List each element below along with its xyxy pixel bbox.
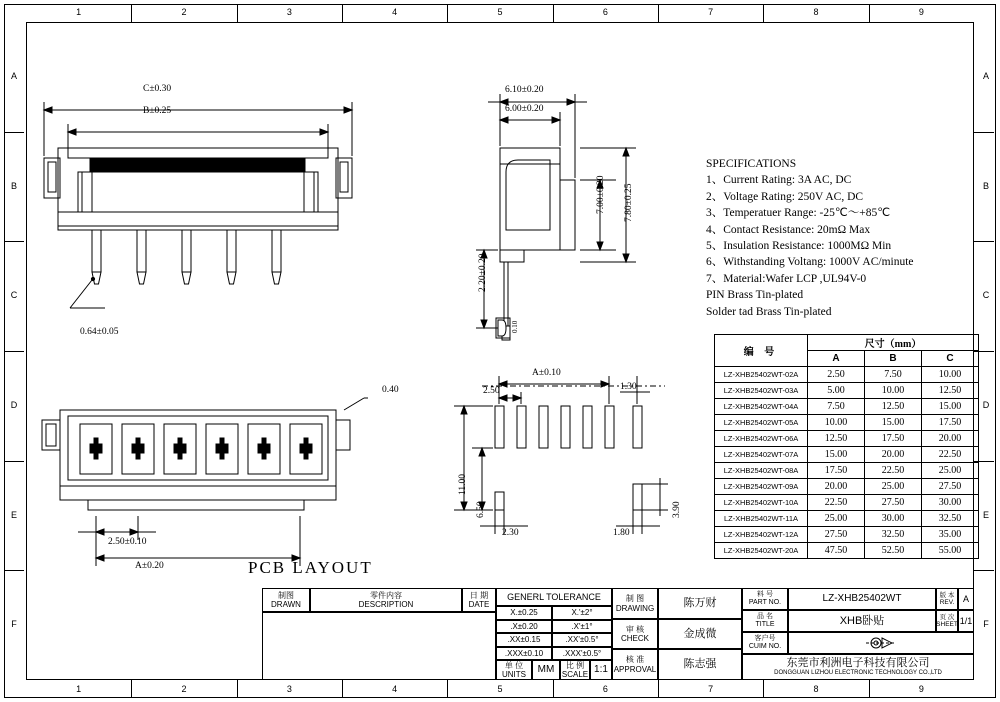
table-row xyxy=(715,511,979,527)
tb-scale-en: SCALE xyxy=(561,670,589,679)
tb-rev-value xyxy=(958,588,974,610)
specifications-block xyxy=(706,156,914,320)
zone-row-D-right: D xyxy=(982,399,990,410)
table-row xyxy=(715,527,979,543)
table-cell-b: 17.50 xyxy=(865,431,922,447)
tb-tol-left: .XXX±0.10 xyxy=(496,647,552,661)
tb-approval-en: APPROVAL xyxy=(613,664,657,674)
table-cell-b: 15.00 xyxy=(865,415,922,431)
zone-row-F-right: F xyxy=(983,619,989,630)
table-cell-b: 12.50 xyxy=(865,399,922,415)
zone-row-B-right: B xyxy=(982,180,989,191)
zone-tick xyxy=(342,4,343,22)
table-cell-c: 10.00 xyxy=(922,367,979,383)
table-cell-b: 32.50 xyxy=(865,527,922,543)
zone-col-3-bot: 3 xyxy=(286,684,292,694)
tb-drawing-cn: 制 图 xyxy=(625,594,645,604)
pcb-dim-650: 6.50 xyxy=(476,501,486,518)
zone-col-5-bot: 5 xyxy=(497,684,503,694)
table-cell-c: 15.00 xyxy=(922,399,979,415)
zone-tick xyxy=(869,680,870,698)
zone-col-4-top: 4 xyxy=(392,7,398,17)
tb-sheet-val: 1/1 xyxy=(959,615,973,626)
tb-scale-cn: 比 例 xyxy=(565,660,585,670)
tb-title xyxy=(742,610,788,632)
table-cell-b: 25.00 xyxy=(865,479,922,495)
zone-tick xyxy=(974,132,994,133)
zone-col-6-top: 6 xyxy=(602,7,608,17)
tb-company-cn: 东莞市利洲电子科技有限公司 xyxy=(786,657,930,670)
tb-drawn-cn: 制图 xyxy=(278,590,294,600)
tb-approval-name xyxy=(658,649,742,680)
tb-units-en: UNITS xyxy=(502,670,526,679)
spec-item: Solder tad Brass Tin-plated xyxy=(706,305,832,318)
zone-tick xyxy=(4,351,24,352)
table-cell-c: 55.00 xyxy=(922,543,979,559)
pcb-layout-drawing xyxy=(420,368,680,558)
zone-tick xyxy=(237,680,238,698)
table-cell-a: 10.00 xyxy=(808,415,865,431)
tb-description-en: DESCRIPTION xyxy=(358,600,414,609)
table-row xyxy=(715,415,979,431)
tb-tol-left: .XX±0.15 xyxy=(496,633,552,647)
zone-col-9-bot: 9 xyxy=(918,684,924,694)
tb-partno-value xyxy=(788,588,936,610)
table-cell-part: LZ-XHB25402WT-07A xyxy=(715,447,808,463)
dimension-table xyxy=(714,334,979,559)
zone-tick xyxy=(342,680,343,698)
table-row xyxy=(715,463,979,479)
table-cell-a: 27.50 xyxy=(808,527,865,543)
table-row xyxy=(715,495,979,511)
table-cell-a: 25.00 xyxy=(808,511,865,527)
table-cell-c: 35.00 xyxy=(922,527,979,543)
table-header-partno: 编 号 xyxy=(715,335,808,367)
tb-units-val: MM xyxy=(537,664,555,676)
table-cell-a: 12.50 xyxy=(808,431,865,447)
tb-rev xyxy=(936,588,958,610)
table-cell-a: 47.50 xyxy=(808,543,865,559)
zone-col-6-bot: 6 xyxy=(602,684,608,694)
tb-scale-value xyxy=(590,660,612,680)
zone-tick xyxy=(763,680,764,698)
tb-partno-en: PART NO. xyxy=(748,599,782,606)
tb-tol-right: .X'±1° xyxy=(552,620,612,634)
table-header-size: 尺寸（mm） xyxy=(808,335,979,351)
zone-col-2-bot: 2 xyxy=(181,684,187,694)
dim-780: 7.80±0.25 xyxy=(624,183,634,222)
pcb-dim-1100: 11.00 xyxy=(458,473,468,495)
tb-tol-right: X.'±2° xyxy=(552,606,612,620)
table-row xyxy=(715,383,979,399)
tb-tol-left: .X±0.20 xyxy=(496,620,552,634)
zone-col-4-bot: 4 xyxy=(392,684,398,694)
tb-scale-val: 1:1 xyxy=(594,664,608,676)
zone-tick xyxy=(658,680,659,698)
tb-tol-right: .XXX'±0.5° xyxy=(552,647,612,661)
dim-600: 6.00±0.20 xyxy=(505,104,544,114)
table-cell-part: LZ-XHB25402WT-10A xyxy=(715,495,808,511)
zone-col-8-top: 8 xyxy=(813,7,819,17)
spec-heading: SPECIFICATIONS xyxy=(706,158,797,170)
zone-col-2-top: 2 xyxy=(181,7,187,17)
top-view-drawing xyxy=(30,80,370,340)
table-cell-part: LZ-XHB25402WT-11A xyxy=(715,511,808,527)
dim-220: 2.20±0.20 xyxy=(478,253,488,292)
zone-tick xyxy=(974,241,994,242)
tb-description-cn: 零件内容 xyxy=(370,590,402,600)
table-cell-part: LZ-XHB25402WT-12A xyxy=(715,527,808,543)
zone-row-D-left: D xyxy=(10,399,18,410)
zone-col-7-bot: 7 xyxy=(708,684,714,694)
tb-check-name xyxy=(658,619,742,649)
tb-company-en: DONGGUAN LIZHOU ELECTRONIC TECHNOLOGY CO.,LTD xyxy=(774,669,942,676)
tb-date-cn: 日 期 xyxy=(469,590,489,600)
title-block xyxy=(262,588,974,680)
tb-date xyxy=(462,588,496,612)
table-cell-part: LZ-XHB25402WT-05A xyxy=(715,415,808,431)
tb-check xyxy=(612,619,658,649)
zone-col-7-top: 7 xyxy=(708,7,714,17)
zone-tick xyxy=(553,4,554,22)
pcb-dim-a010: A±0.10 xyxy=(532,368,561,378)
tb-sheet xyxy=(936,610,958,632)
table-cell-b: 27.50 xyxy=(865,495,922,511)
table-cell-c: 25.00 xyxy=(922,463,979,479)
projection-symbol-icon xyxy=(866,635,896,651)
zone-col-8-bot: 8 xyxy=(813,684,819,694)
tb-tolerance-label: GENERL TOLERANCE xyxy=(507,591,601,602)
dim-700: 7.00±0.20 xyxy=(596,175,606,214)
zone-tick xyxy=(447,4,448,22)
table-cell-part: LZ-XHB25402WT-20A xyxy=(715,543,808,559)
spec-item: 4、Contact Resistance: 20mΩ Max xyxy=(706,223,871,236)
dim-b-025: B±0.25 xyxy=(143,106,172,116)
dim-c-030: C±0.30 xyxy=(143,84,172,94)
zone-row-C-left: C xyxy=(10,290,18,301)
tb-date-en: DATE xyxy=(468,600,490,609)
dim-250-010: 2.50±0.10 xyxy=(108,537,147,547)
table-cell-a: 20.00 xyxy=(808,479,865,495)
table-cell-b: 10.00 xyxy=(865,383,922,399)
zone-tick xyxy=(553,680,554,698)
zone-row-A-left: A xyxy=(10,70,17,81)
zone-tick xyxy=(447,680,448,698)
zone-tick xyxy=(237,4,238,22)
table-col-C: C xyxy=(922,351,979,367)
tb-approval-cn: 核 准 xyxy=(625,655,645,665)
zone-col-5-top: 5 xyxy=(497,7,503,17)
tb-drawn xyxy=(262,588,310,612)
table-col-A: A xyxy=(808,351,865,367)
tb-sheet-cn: 页 次 xyxy=(939,613,955,621)
tb-customer-en: CUIM NO. xyxy=(748,643,782,650)
tb-approval-name-val: 陈志强 xyxy=(683,658,717,671)
zone-col-1-bot: 1 xyxy=(76,684,82,694)
table-cell-b: 22.50 xyxy=(865,463,922,479)
spec-item: 6、Withstanding Voltang: 1000V AC/minute xyxy=(706,256,914,269)
pcb-dim-180: 1.80 xyxy=(613,528,630,538)
table-col-B: B xyxy=(865,351,922,367)
table-row xyxy=(715,399,979,415)
tb-title-value xyxy=(788,610,936,632)
table-cell-a: 5.00 xyxy=(808,383,865,399)
zone-tick xyxy=(763,4,764,22)
table-cell-a: 17.50 xyxy=(808,463,865,479)
tb-drawing-en: DRAWING xyxy=(615,603,655,613)
tb-tol-right: .XX'±0.5° xyxy=(552,633,612,647)
tb-company xyxy=(742,654,974,680)
tb-drawing-name-val: 陈万财 xyxy=(683,597,717,610)
tb-sheet-en: SHEET xyxy=(936,621,958,628)
zone-row-B-left: B xyxy=(10,180,17,191)
tb-tolerance-header xyxy=(496,588,612,606)
tb-rev-cn: 版 本 xyxy=(939,591,955,599)
tb-partno-val: LZ-XHB25402WT xyxy=(822,593,902,605)
tb-units xyxy=(496,660,532,680)
dim-a-020: A±0.20 xyxy=(135,561,164,571)
spec-item: 5、Insulation Resistance: 1000MΩ Min xyxy=(706,240,892,253)
tb-partno-cn: 料 号 xyxy=(757,590,773,598)
tb-title-cn: 品 名 xyxy=(757,612,773,620)
table-cell-c: 20.00 xyxy=(922,431,979,447)
zone-row-C-right: C xyxy=(982,290,990,301)
zone-row-E-right: E xyxy=(982,509,989,520)
tb-title-val: XHB卧贴 xyxy=(839,614,885,627)
table-cell-part: LZ-XHB25402WT-03A xyxy=(715,383,808,399)
tb-check-name-val: 金成微 xyxy=(683,627,717,640)
tb-customer xyxy=(742,632,788,654)
dim-pin-064: 0.64±0.05 xyxy=(80,327,119,337)
tb-approval xyxy=(612,649,658,680)
table-cell-c: 22.50 xyxy=(922,447,979,463)
table-cell-c: 30.00 xyxy=(922,495,979,511)
zone-tick xyxy=(4,132,24,133)
table-cell-b: 7.50 xyxy=(865,367,922,383)
zone-row-A-right: A xyxy=(982,70,989,81)
tb-drawn-en: DRAWN xyxy=(271,600,301,609)
table-cell-a: 7.50 xyxy=(808,399,865,415)
table-cell-part: LZ-XHB25402WT-04A xyxy=(715,399,808,415)
table-cell-c: 27.50 xyxy=(922,479,979,495)
table-cell-part: LZ-XHB25402WT-09A xyxy=(715,479,808,495)
table-row xyxy=(715,479,979,495)
tb-scale xyxy=(560,660,590,680)
spec-item: 1、Current Rating: 3A AC, DC xyxy=(706,174,852,187)
dim-010: 0.10 xyxy=(511,320,519,333)
table-row xyxy=(715,367,979,383)
zone-row-E-left: E xyxy=(10,509,17,520)
pcb-dim-250: 2.50 xyxy=(483,386,500,396)
tb-customer-cn: 客户号 xyxy=(754,634,776,642)
front-view-drawing xyxy=(28,388,368,578)
tb-partno xyxy=(742,588,788,610)
tb-drawing xyxy=(612,588,658,619)
tb-rev-val: A xyxy=(962,593,969,604)
table-cell-b: 30.00 xyxy=(865,511,922,527)
spec-item: 3、Temperatuer Range: -25℃～+85℃ xyxy=(706,207,891,220)
table-row xyxy=(715,447,979,463)
tb-check-en: CHECK xyxy=(620,634,649,643)
tb-check-cn: 审 核 xyxy=(625,624,645,634)
side-view-drawing xyxy=(440,80,670,350)
zone-col-3-top: 3 xyxy=(286,7,292,17)
table-cell-a: 15.00 xyxy=(808,447,865,463)
table-cell-c: 12.50 xyxy=(922,383,979,399)
tb-blank-left xyxy=(262,612,496,680)
zone-tick xyxy=(869,4,870,22)
pcb-dim-130: 1.30 xyxy=(620,382,637,392)
tb-rev-en: REV. xyxy=(939,599,955,606)
zone-tick xyxy=(974,570,994,571)
table-row xyxy=(715,543,979,559)
dim-040: 0.40 xyxy=(382,385,399,395)
zone-col-1-top: 1 xyxy=(76,7,82,17)
zone-tick xyxy=(4,570,24,571)
table-cell-a: 22.50 xyxy=(808,495,865,511)
tb-units-cn: 单 位 xyxy=(504,660,524,670)
table-cell-c: 17.50 xyxy=(922,415,979,431)
zone-tick xyxy=(4,461,24,462)
pcb-layout-title: PCB LAYOUT xyxy=(248,558,373,577)
tb-title-en: TITLE xyxy=(755,621,775,628)
table-cell-a: 2.50 xyxy=(808,367,865,383)
zone-tick xyxy=(131,680,132,698)
dim-610: 6.10±0.20 xyxy=(505,85,544,95)
tb-units-value xyxy=(532,660,560,680)
zone-tick xyxy=(131,4,132,22)
pcb-dim-390: 3.90 xyxy=(672,501,682,518)
pcb-dim-230: 2.30 xyxy=(502,528,519,538)
tb-description xyxy=(310,588,462,612)
spec-item: PIN Brass Tin-plated xyxy=(706,289,804,302)
table-row xyxy=(715,431,979,447)
tb-customer-value xyxy=(788,632,974,654)
spec-item: 2、Voltage Rating: 250V AC, DC xyxy=(706,190,864,203)
table-cell-part: LZ-XHB25402WT-02A xyxy=(715,367,808,383)
table-cell-part: LZ-XHB25402WT-06A xyxy=(715,431,808,447)
zone-tick xyxy=(658,4,659,22)
table-cell-b: 52.50 xyxy=(865,543,922,559)
table-cell-part: LZ-XHB25402WT-08A xyxy=(715,463,808,479)
zone-tick xyxy=(4,241,24,242)
tb-sheet-value xyxy=(958,610,974,632)
spec-item: 7、Material:Wafer LCP ,UL94V-0 xyxy=(706,272,867,285)
tb-drawing-name xyxy=(658,588,742,619)
zone-row-F-left: F xyxy=(11,619,17,630)
table-cell-c: 32.50 xyxy=(922,511,979,527)
tb-tol-left: X.±0.25 xyxy=(496,606,552,620)
table-cell-b: 20.00 xyxy=(865,447,922,463)
zone-col-9-top: 9 xyxy=(918,7,924,17)
